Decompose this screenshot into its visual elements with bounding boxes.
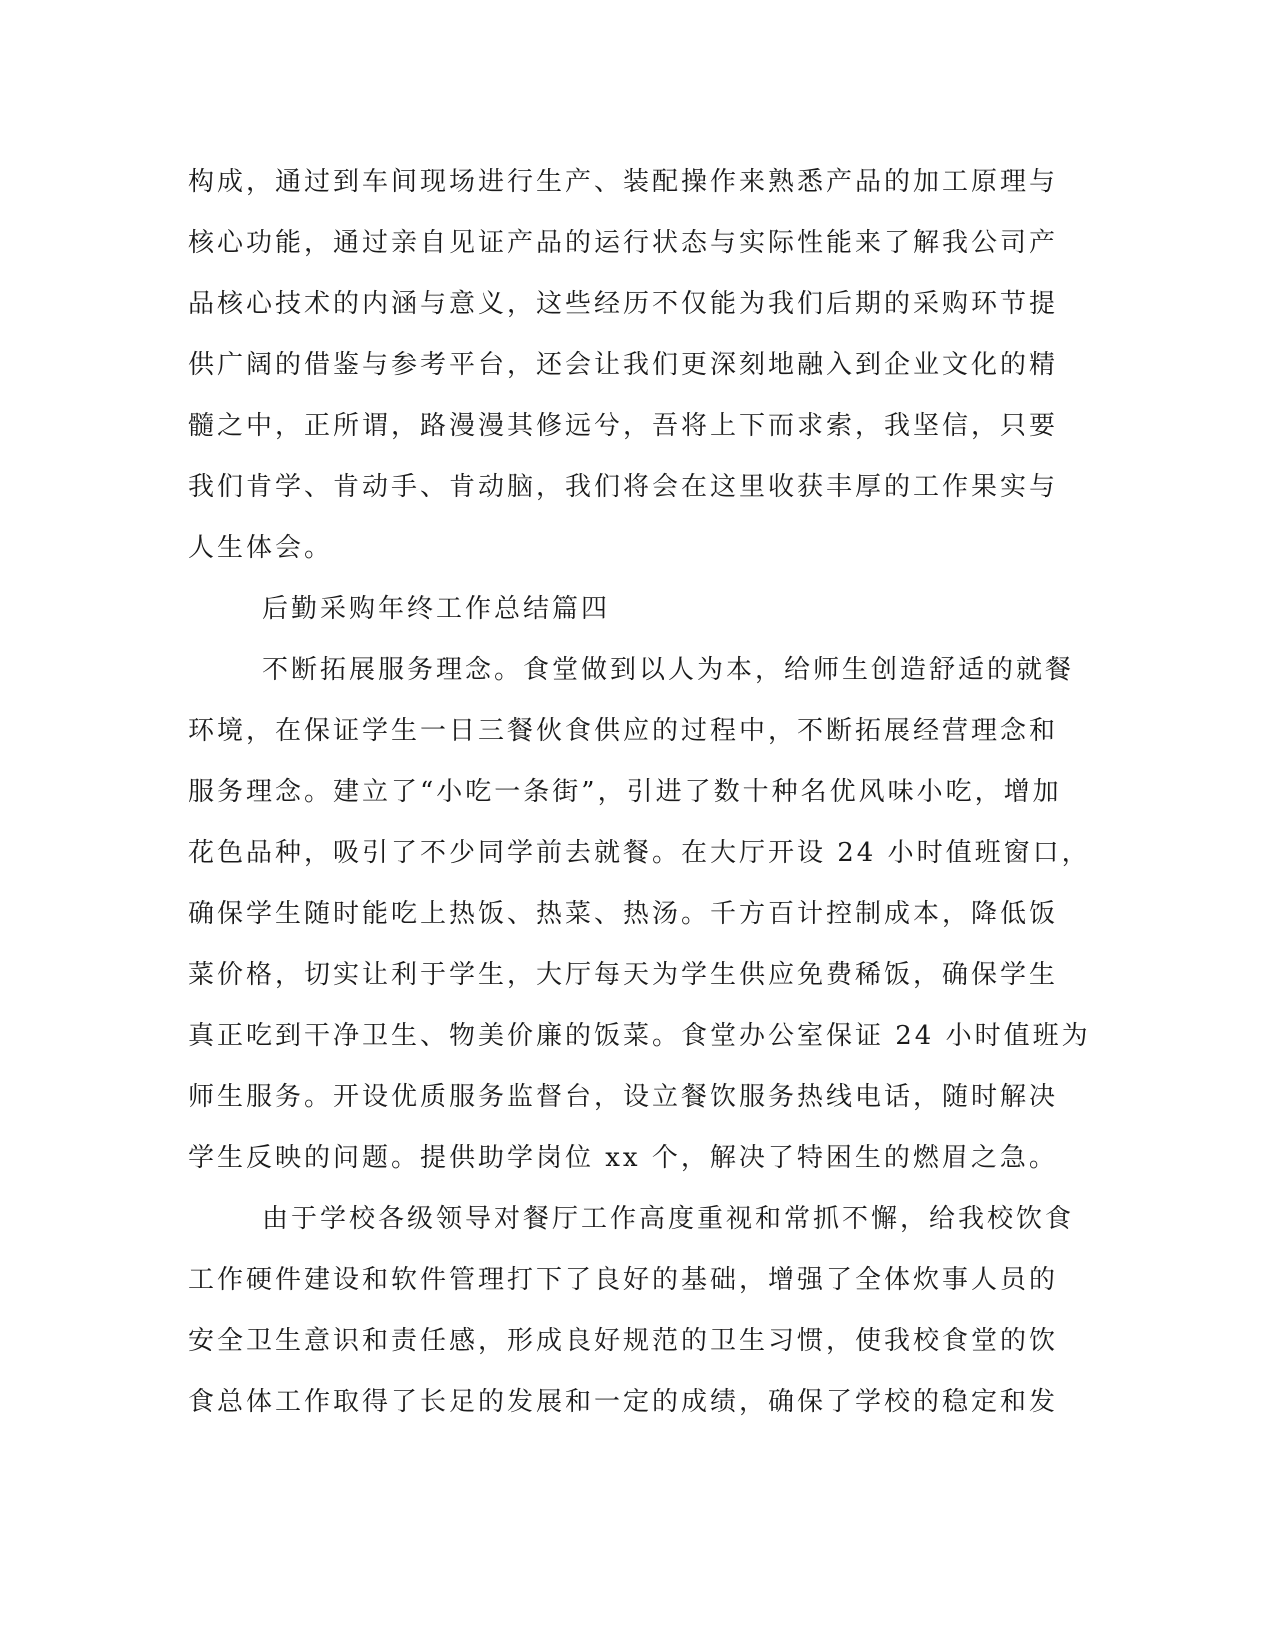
section-heading: 后勤采购年终工作总结篇四 [262, 594, 611, 624]
text-line: 食总体工作取得了长足的发展和一定的成绩，确保了学校的稳定和发 [188, 1387, 1059, 1417]
text-line: 服务理念。建立了“小吃一条街”，引进了数十种名优风味小吃，增加 [188, 777, 1062, 807]
text-line: 环境，在保证学生一日三餐伙食供应的过程中，不断拓展经营理念和 [188, 716, 1059, 746]
text-line: 真正吃到干净卫生、物美价廉的饭菜。食堂办公室保证 24 小时值班为 [188, 1021, 1091, 1051]
document-body [188, 163, 1091, 1444]
text-line: 核心功能，通过亲自见证产品的运行状态与实际性能来了解我公司产 [188, 228, 1059, 258]
text-line: 学生反映的问题。提供助学岗位 xx 个，解决了特困生的燃眉之急。 [188, 1143, 1058, 1173]
text-line: 安全卫生意识和责任感，形成良好规范的卫生习惯，使我校食堂的饮 [188, 1326, 1059, 1356]
text-line: 我们肯学、肯动手、肯动脑，我们将会在这里收获丰厚的工作果实与 [188, 472, 1059, 502]
text-line: 人生体会。 [188, 533, 334, 563]
text-line: 花色品种，吸引了不少同学前去就餐。在大厅开设 24 小时值班窗口， [188, 838, 1091, 868]
text-line: 构成，通过到车间现场进行生产、装配操作来熟悉产品的加工原理与 [188, 167, 1059, 197]
text-line: 髓之中，正所谓，路漫漫其修远兮，吾将上下而求索，我坚信，只要 [188, 411, 1059, 441]
text-line: 由于学校各级领导对餐厅工作高度重视和常抓不懈，给我校饮食 [262, 1204, 1075, 1234]
text-line: 品核心技术的内涵与意义，这些经历不仅能为我们后期的采购环节提 [188, 289, 1059, 319]
text-line: 工作硬件建设和软件管理打下了良好的基础，增强了全体炊事人员的 [188, 1265, 1059, 1295]
text-line: 确保学生随时能吃上热饭、热菜、热汤。千方百计控制成本，降低饭 [188, 899, 1059, 929]
text-line: 不断拓展服务理念。食堂做到以人为本，给师生创造舒适的就餐 [262, 655, 1075, 685]
text-line: 供广阔的借鉴与参考平台，还会让我们更深刻地融入到企业文化的精 [188, 350, 1059, 380]
text-line: 师生服务。开设优质服务监督台，设立餐饮服务热线电话，随时解决 [188, 1082, 1059, 1112]
text-line: 菜价格，切实让利于学生，大厅每天为学生供应免费稀饭，确保学生 [188, 960, 1059, 990]
